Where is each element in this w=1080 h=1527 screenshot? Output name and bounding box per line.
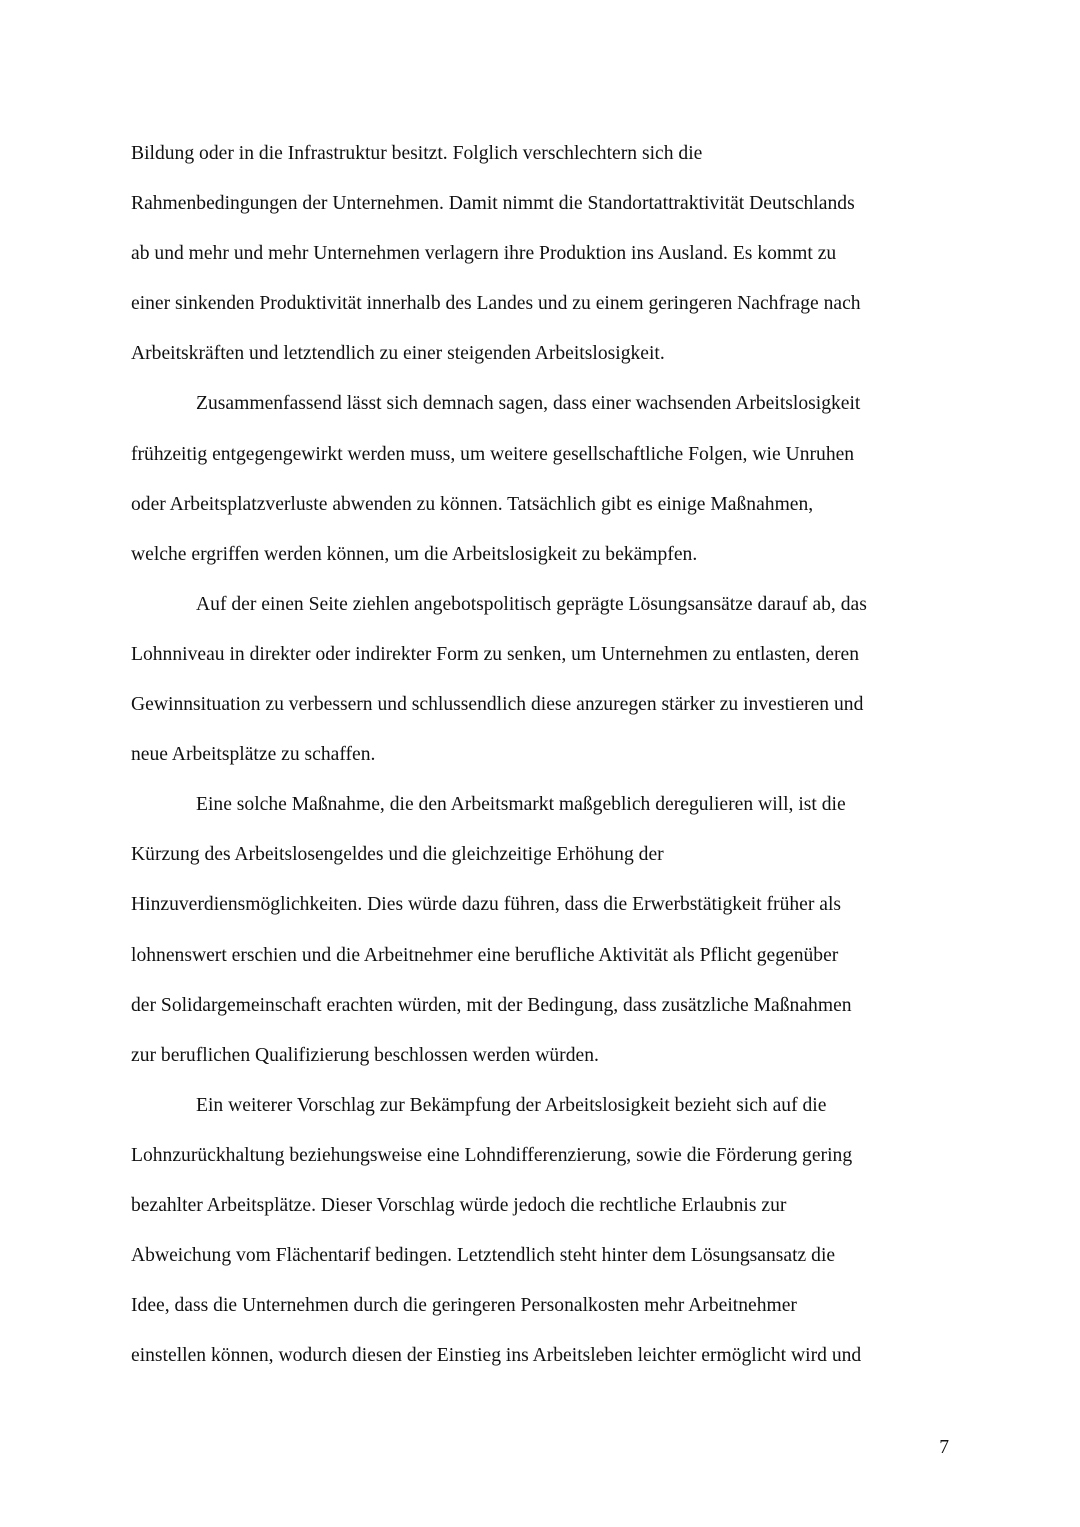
- text-line: Lohnzurückhaltung beziehungsweise eine Lohndifferenzierung, sowie die Förderung gering: [131, 1144, 853, 1166]
- text-line: welche ergriffen werden können, um die Arbeitslosigkeit zu bekämpfen.: [131, 543, 698, 565]
- text-line: einstellen können, wodurch diesen der Einstieg ins Arbeitsleben leichter ermöglicht wird und: [131, 1345, 862, 1367]
- paragraph-first-line: Auf der einen Seite ziehlen angebotspolitisch geprägte Lösungsansätze darauf ab, das: [196, 593, 867, 615]
- text-line: frühzeitig entgegengewirkt werden muss, um weitere gesellschaftliche Folgen, wie Unruhen: [131, 443, 855, 465]
- text-line: Bildung oder in die Infrastruktur besitzt. Folglich verschlechtern sich die: [131, 143, 703, 164]
- text-line: Abweichung vom Flächentarif bedingen. Letztendlich steht hinter dem Lösungsansatz die: [131, 1245, 836, 1267]
- text-line: Arbeitskräften und letztendlich zu einer steigenden Arbeitslosigkeit.: [131, 343, 665, 365]
- text-line: Kürzung des Arbeitslosengeldes und die gleichzeitige Erhöhung der: [131, 844, 664, 866]
- paragraph-first-line: Eine solche Maßnahme, die den Arbeitsmarkt maßgeblich deregulieren will, ist die: [196, 794, 846, 816]
- page-number: 7: [939, 1437, 949, 1458]
- text-line: Gewinnsituation zu verbessern und schlussendlich diese anzuregen stärker zu investieren und: [131, 694, 864, 716]
- text-line: Rahmenbedingungen der Unternehmen. Damit nimmt die Standortattraktivität Deutschlands: [131, 193, 855, 215]
- paragraph-first-line: Zusammenfassend lässt sich demnach sagen, dass einer wachsenden Arbeitslosigkeit: [196, 393, 861, 415]
- body-text: [131, 129, 951, 1381]
- text-line: der Solidargemeinschaft erachten würden, mit der Bedingung, dass zusätzliche Maßnahmen: [131, 994, 852, 1016]
- text-line: ab und mehr und mehr Unternehmen verlagern ihre Produktion ins Ausland. Es kommt zu: [131, 243, 837, 265]
- text-line: Hinzuverdiensmöglichkeiten. Dies würde dazu führen, dass die Erwerbstätigkeit früher als: [131, 894, 842, 916]
- text-line: einer sinkenden Produktivität innerhalb des Landes und zu einem geringeren Nachfrage nach: [131, 293, 861, 315]
- text-line: zur beruflichen Qualifizierung beschlossen werden würden.: [131, 1044, 599, 1066]
- text-line: Lohnniveau in direkter oder indirekter Form zu senken, um Unternehmen zu entlasten, deren: [131, 643, 859, 665]
- text-line: neue Arbeitsplätze zu schaffen.: [131, 744, 376, 766]
- text-line: lohnenswert erschien und die Arbeitnehmer eine berufliche Aktivität als Pflicht gegenüber: [131, 944, 839, 966]
- text-line: Idee, dass die Unternehmen durch die geringeren Personalkosten mehr Arbeitnehmer: [131, 1295, 797, 1317]
- paragraph-first-line: Ein weiterer Vorschlag zur Bekämpfung der Arbeitslosigkeit bezieht sich auf die: [196, 1094, 827, 1116]
- text-line: bezahlter Arbeitsplätze. Dieser Vorschlag würde jedoch die rechtliche Erlaubnis zur: [131, 1194, 787, 1216]
- text-line: oder Arbeitsplatzverluste abwenden zu können. Tatsächlich gibt es einige Maßnahmen,: [131, 493, 814, 515]
